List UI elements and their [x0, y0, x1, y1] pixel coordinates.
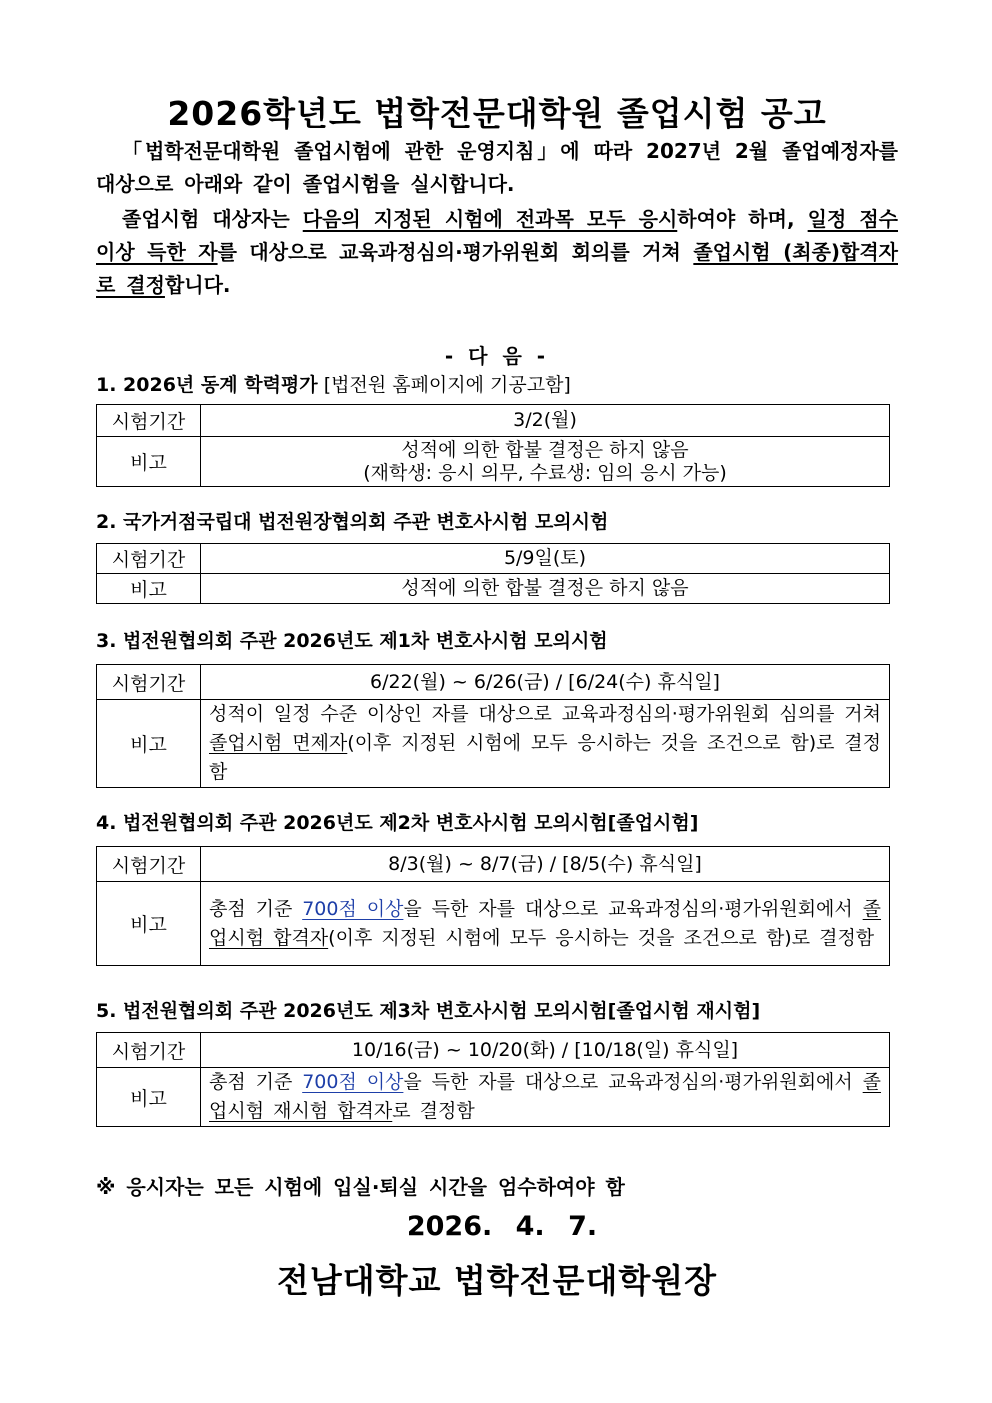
section-1-table [96, 404, 890, 487]
period-label: 시험기간 [97, 1033, 201, 1068]
period-label: 시험기간 [97, 665, 201, 700]
note-value: 성적에 의한 합불 결정은 하지 않음 [201, 574, 890, 604]
intro-text: 합니다. [164, 273, 231, 297]
note-label: 비고 [97, 700, 201, 788]
period-label: 시험기간 [97, 544, 201, 574]
note-label: 비고 [97, 882, 201, 966]
note-label: 비고 [97, 1068, 201, 1127]
intro-text: 졸업시험 대상자는 [122, 207, 303, 231]
note-text: (이후 지정된 시험에 모두 응시하는 것을 조건으로 함)로 결정함 [209, 732, 881, 783]
period-value: 10/16(금) ~ 10/20(화) / [10/18(일) 휴식일] [201, 1033, 890, 1068]
note-value [201, 1068, 890, 1127]
note-text: 을 득한 자를 대상으로 교육과정심의·평가위원회에서 [403, 1071, 863, 1093]
note-underline: 졸업시험 합격자 [209, 897, 882, 949]
section-4-table [96, 846, 890, 966]
note-label: 비고 [97, 437, 201, 487]
section-4-title: 4. 법전원협의회 주관 2026년도 제2차 변호사시험 모의시험[졸업시험] [96, 812, 699, 834]
page-title: 2026학년도 법학전문대학원 졸업시험 공고 [167, 94, 827, 133]
period-value: 8/3(월) ~ 8/7(금) / [8/5(수) 휴식일] [201, 847, 890, 882]
period-label: 시험기간 [97, 847, 201, 882]
section-2-table [96, 543, 890, 604]
section-title-note: [법전원 홈페이지에 기공고함] [317, 374, 571, 396]
period-value: 6/22(월) ~ 6/26(금) / [6/24(수) 휴식일] [201, 665, 890, 700]
intro-paragraph-1: 「법학전문대학원 졸업시험에 관한 운영지침」에 따라 2027년 2월 졸업예정자를 대상으로 아래와 같이 졸업시험을 실시합니다. [96, 139, 898, 196]
intro-underline: 졸업시험 (최종)합격자로 결정 [96, 240, 898, 297]
section-2-title: 2. 국가거점국립대 법전원장협의회 주관 변호사시험 모의시험 [96, 511, 609, 533]
score-link[interactable]: 700점 이상 [302, 897, 404, 920]
section-5-table [96, 1032, 890, 1127]
section-5-title: 5. 법전원협의회 주관 2026년도 제3차 변호사시험 모의시험[졸업시험 재시험] [96, 1000, 761, 1022]
signer: 전남대학교 법학전문대학원장 [277, 1261, 717, 1300]
note-line: (재학생: 응시 의무, 수료생: 임의 응시 가능) [363, 461, 727, 484]
note-underline: 졸업시험 재시험 합격자 [209, 1071, 882, 1122]
note-text: (이후 지정된 시험에 모두 응시하는 것을 조건으로 함)로 결정함 [328, 926, 875, 949]
section-3-table [96, 664, 890, 788]
note-value [201, 700, 890, 788]
section-1-title [96, 368, 898, 402]
intro-text: 하여야 하며, [677, 207, 808, 231]
note-text: 성적이 일정 수준 이상인 자를 대상으로 교육과정심의·평가위원회 심의를 거쳐 [209, 703, 881, 725]
section-3-title: 3. 법전원협의회 주관 2026년도 제1차 변호사시험 모의시험 [96, 630, 608, 652]
note-label: 비고 [97, 574, 201, 604]
note-underline: 졸업시험 면제자 [209, 732, 348, 754]
period-label: 시험기간 [97, 405, 201, 437]
note-text: 을 득한 자를 대상으로 교육과정심의·평가위원회에서 [403, 897, 863, 920]
intro-underline: 일정 점수 이상 득한 자 [96, 207, 899, 264]
score-link[interactable]: 700점 이상 [302, 1071, 404, 1093]
intro-underline: 다음의 지정된 시험에 전과목 모두 응시 [302, 207, 678, 231]
period-value: 3/2(월) [201, 405, 890, 437]
footnote: ※ 응시자는 모든 시험에 입실·퇴실 시간을 엄수하여야 함 [96, 1175, 625, 1199]
period-value: 5/9일(토) [201, 544, 890, 574]
intro-text: 를 대상으로 교육과정심의·평가위원회 회의를 거쳐 [217, 240, 694, 264]
announcement-date: 2026. 4. 7. [406, 1211, 598, 1242]
section-title-text: 1. 2026년 동계 학력평가 [96, 374, 318, 396]
note-text: 총점 기준 [209, 897, 303, 920]
note-line: 성적에 의한 합불 결정은 하지 않음 [401, 438, 689, 461]
intro-paragraph-2 [96, 203, 898, 302]
note-text: 총점 기준 [209, 1071, 303, 1093]
note-text: 로 결정함 [392, 1100, 475, 1122]
note-value [201, 882, 890, 966]
note-value [201, 437, 890, 487]
section-divider-heading: - 다 음 - [444, 344, 550, 368]
